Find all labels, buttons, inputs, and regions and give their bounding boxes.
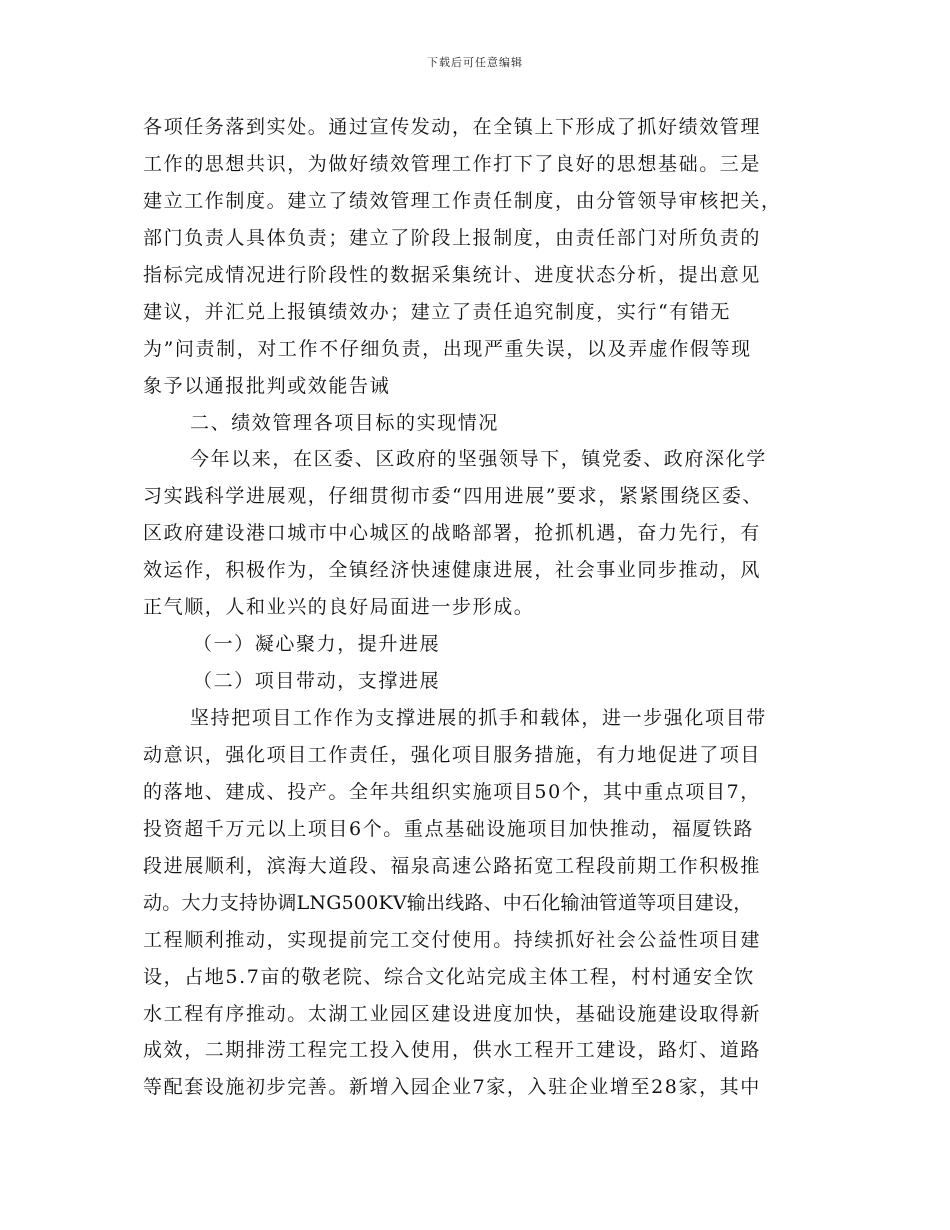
text-line: 的落地、建成、投产。全年共组织实施项目50个，其中重点项目7， (143, 780, 761, 803)
text-line: 象予以通报批判或效能告诫 (143, 374, 391, 397)
text-line: 工程顺利推动，实现提前完工交付使用。持续抓好社会公益性项目建 (143, 928, 762, 951)
text-line: 等配套设施初步完善。新增入园企业7家，入驻企业增至28家，其中 (143, 1076, 761, 1099)
text-line: 动意识，强化项目工作责任，强化项目服务措施，有力地促进了项目 (143, 743, 762, 766)
text-line: 区政府建设港口城市中心城区的战略部署，抢抓机遇，奋力先行，有 (143, 522, 762, 545)
text-line: 习实践科学进展观，仔细贯彻市委“四用进展”要求，紧紧围绕区委、 (143, 485, 764, 508)
text-line: 坚持把项目工作作为支撑进展的抓手和载体，进一步强化项目带 (190, 707, 767, 729)
text-line: 段进展顺利，滨海大道段、福泉高速公路拓宽工程段前期工作积极推 (143, 854, 762, 877)
text-line: 建议，并汇兑上报镇绩效办；建立了责任追究制度，实行“有错无 (143, 300, 732, 323)
text-line: 二、绩效管理各项目标的实现情况 (190, 411, 500, 434)
text-line: 建立工作制度。建立了绩效管理工作责任制度，由分管领导审核把关， (143, 189, 782, 212)
text-line: 正气顺，人和业兴的良好局面进一步形成。 (143, 596, 535, 619)
text-line: 部门负责人具体负责；建立了阶段上报制度，由责任部门对所负责的 (143, 226, 762, 249)
text-line: （一）凝心聚力，提升进展 (193, 633, 441, 656)
text-line: 动。大力支持协调LNG500KV输出线路、中石化输油管道等项目建设， (143, 891, 753, 914)
page-header: 下载后可任意编辑 (427, 56, 523, 69)
text-line: 水工程有序推动。太湖工业园区建设进度加快，基础设施建设取得新 (143, 1002, 762, 1025)
document-body (143, 109, 807, 1106)
text-line: 指标完成情况进行阶段性的数据采集统计、进度状态分析，提出意见 (143, 263, 762, 286)
text-line: 成效，二期排涝工程完工投入使用，供水工程开工建设，路灯、道路 (143, 1039, 762, 1062)
text-line: 各项任务落到实处。通过宣传发动，在全镇上下形成了抓好绩效管理 (143, 116, 762, 138)
text-line: 工作的思想共识，为做好绩效管理工作打下了良好的思想基础。三是 (143, 152, 762, 175)
text-line: 效运作，积极作为，全镇经济快速健康进展，社会事业同步推动，风 (143, 559, 762, 582)
text-line: 设，占地5.7亩的敬老院、综合文化站完成主体工程，村村通安全饮 (143, 965, 755, 988)
text-line: 为”问责制，对工作不仔细负责，出现严重失误，以及弄虚作假等现 (143, 337, 752, 360)
text-line: 投资超千万元以上项目6个。重点基础设施项目加快推动，福厦铁路 (143, 817, 755, 840)
text-line: 今年以来，在区委、区政府的坚强领导下，镇党委、政府深化学 (190, 448, 767, 471)
text-line: （二）项目带动，支撑进展 (193, 670, 441, 693)
